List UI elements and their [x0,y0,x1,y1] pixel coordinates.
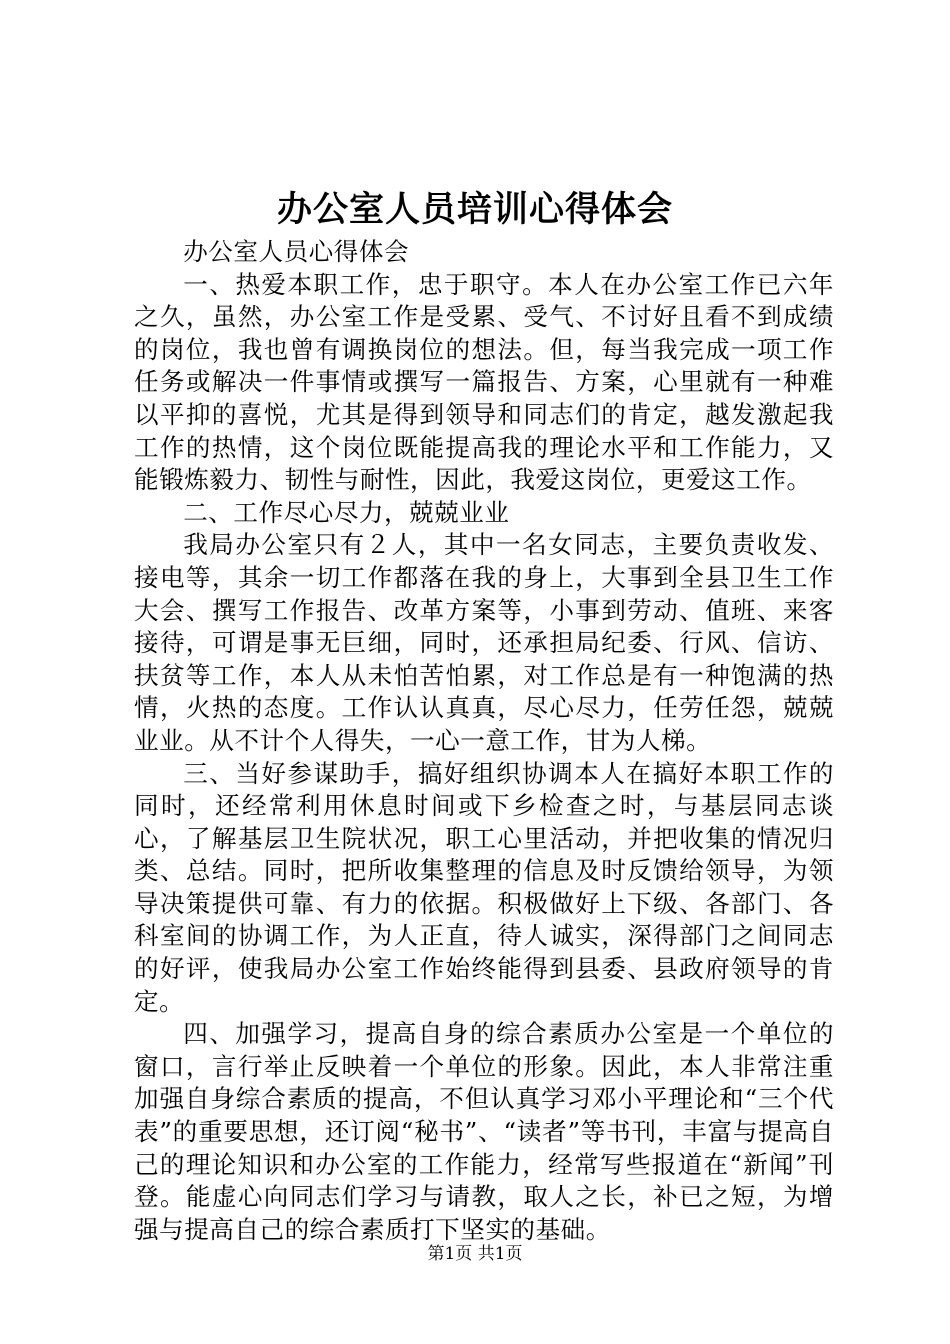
paragraph-section-3: 三、当好参谋助手，搞好组织协调本人在搞好本职工作的同时，还经常利用休息时间或下乡检查之时，与基层同志谈心，了解基层卫生院状况，职工心里活动，并把收集的情况归类、总结。同时，把所收集整理的信息及时反馈给领导，为领导决策提供可靠、有力的依据。积极做好上下级、各部门、各科室间的协调工作，为人正直，待人诚实，深得部门之间同志的好评，使我局办公室工作始终能得到县委、县政府领导的肯定。 [134,758,834,1016]
paragraph-subtitle: 办公室人员心得体会 [183,237,410,266]
paragraph-section-2-body: 我局办公室只有２人，其中一名女同志，主要负责收发、接电等，其余一切工作都落在我的身上，大事到全县卫生工作大会、撰写工作报告、改革方案等，小事到劳动、值班、来客接待，可谓是事无巨细，同时，还承担局纪委、行风、信访、扶贫等工作，本人从未怕苦怕累，对工作总是有一种饱满的热情，火热的态度。工作认认真真，尽心尽力，任劳任怨，兢兢业业。从不计个人得失，一心一意工作，甘为人梯。 [134,530,834,755]
document-title: 办公室人员培训心得体会 [276,189,673,230]
document-body [134,236,834,1246]
paragraph-section-4: 四、加强学习，提高自身的综合素质办公室是一个单位的窗口，言行举止反映着一个单位的形象。因此，本人非常注重加强自身综合素质的提高，不但认真学习邓小平理论和“三个代表”的重要思想，还订阅“秘书”、“读者”等书刊，丰富与提高自己的理论知识和办公室的工作能力，经常写些报道在“新闻”刊登。能虚心向同志们学习与请教，取人之长，补已之短，为增强与提高自己的综合素质打下坚实的基础。 [134,1019,834,1244]
paragraph-section-1: 一、热爱本职工作，忠于职守。本人在办公室工作已六年之久，虽然，办公室工作是受累、受气、不讨好且看不到成绩的岗位，我也曾有调换岗位的想法。但，每当我完成一项工作任务或解决一件事情或撰写一篇报告、方案，心里就有一种难以平抑的喜悦，尤其是得到领导和同志们的肯定，越发激起我工作的热情，这个岗位既能提高我的理论水平和工作能力，又能锻炼毅力、韧性与耐性，因此，我爱这岗位，更爱这工作。 [134,269,834,495]
page-number-footer: 第1页 共1页 [427,1244,523,1264]
paragraph-section-2-heading: 二、工作尽心尽力，兢兢业业 [183,497,510,527]
